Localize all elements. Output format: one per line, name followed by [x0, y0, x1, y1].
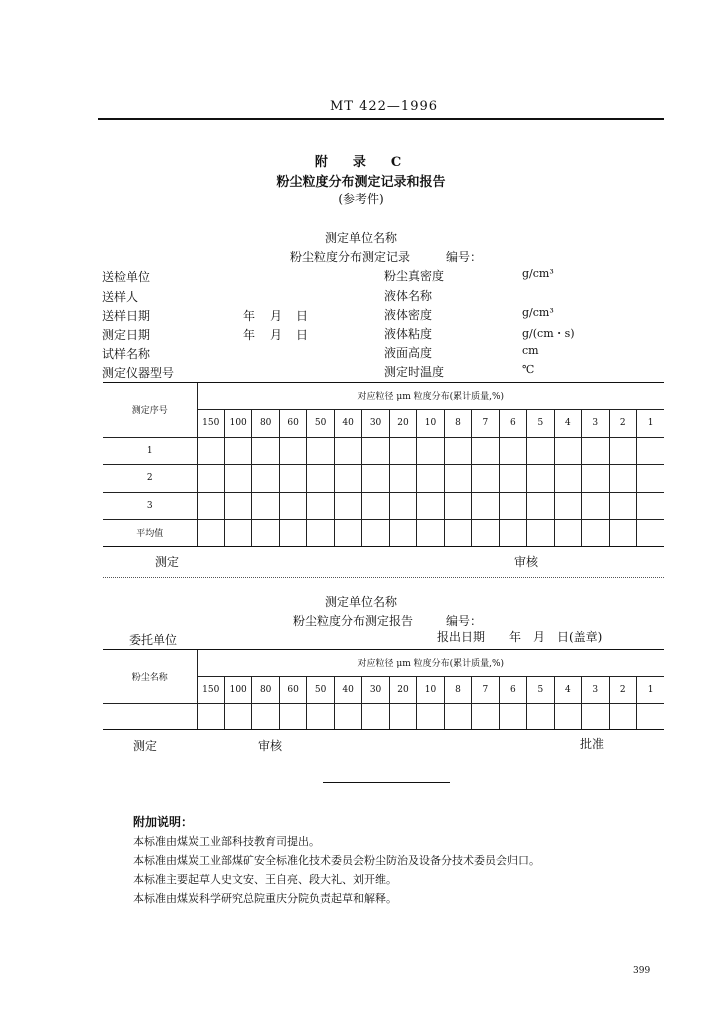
page-number: 399 [633, 966, 651, 976]
date-year: 年 [243, 328, 256, 342]
report-approve-label: 批准 [580, 737, 605, 751]
size-cell: 60 [279, 676, 306, 703]
field-liquid-viscosity: 液体粘度 [384, 327, 433, 341]
date-month: 月 [270, 309, 283, 323]
size-cell: 80 [252, 676, 279, 703]
size-cell: 8 [444, 676, 471, 703]
notes-line: 本标准主要起草人史文安、王自亮、段大礼、刘开维。 [133, 873, 397, 886]
table-row [103, 492, 664, 519]
report-number-label: 编号： [446, 614, 483, 628]
size-cell: 150 [197, 676, 224, 703]
report-table-bottom-rule [103, 729, 664, 730]
record-unit-label: 测定单位名称 [324, 231, 397, 245]
record-review-label: 审核 [514, 555, 539, 569]
notes-line: 本标准由煤炭工业部科技教育司提出。 [133, 835, 320, 848]
unit-liquid-level: cm [522, 344, 539, 357]
table-row [103, 519, 664, 546]
size-cell: 40 [334, 409, 361, 437]
report-unit-label: 测定单位名称 [324, 595, 397, 609]
field-liquid-name: 液体名称 [384, 289, 433, 303]
appendix-label: 附 录 C [314, 155, 408, 170]
record-group-header: 对应粒径 μm 粒度分布(累计质量,%) [197, 383, 664, 409]
standard-number: MT 422—1996 [330, 99, 439, 114]
size-cell: 1 [637, 676, 665, 703]
size-cell: 100 [224, 409, 251, 437]
date-day: 日 [296, 328, 309, 342]
table-row [103, 464, 664, 492]
record-number-label: 编号： [446, 250, 483, 264]
section-divider [103, 577, 664, 578]
report-row-header: 粉尘名称 [131, 672, 168, 683]
report-measure-label: 测定 [133, 739, 158, 753]
report-group-header: 对应粒径 μm 粒度分布(累计质量,%) [197, 650, 664, 676]
end-rule [323, 782, 450, 783]
size-cell: 30 [362, 409, 389, 437]
field-instrument-model: 测定仪器型号 [102, 366, 175, 380]
appendix-note: (参考件) [338, 192, 384, 206]
size-cell: 7 [472, 676, 499, 703]
report-table [103, 650, 664, 729]
table-row [103, 703, 664, 729]
size-cell: 3 [582, 676, 609, 703]
record-measure-label: 测定 [155, 555, 180, 569]
size-cell: 5 [527, 676, 554, 703]
size-cell: 8 [444, 409, 471, 437]
size-cell: 20 [389, 676, 416, 703]
field-liquid-density: 液体密度 [384, 308, 433, 322]
size-cell: 1 [637, 409, 665, 437]
report-review-label: 审核 [258, 739, 283, 753]
date-year: 年 [243, 309, 256, 323]
table-row [103, 437, 664, 464]
header-rule [98, 118, 664, 120]
date-day: 日 [296, 309, 309, 323]
size-cell: 2 [609, 409, 636, 437]
unit-true-density: g/cm³ [522, 267, 554, 280]
date-month: 月 [270, 328, 283, 342]
field-true-density: 粉尘真密度 [384, 269, 445, 283]
size-cell: 60 [279, 409, 306, 437]
record-row-header: 测定序号 [131, 406, 168, 417]
size-cell: 6 [499, 676, 526, 703]
row-label: 2 [103, 464, 197, 492]
appendix-title: 粉尘粒度分布测定记录和报告 [276, 175, 446, 190]
unit-liquid-density: g/cm³ [522, 306, 554, 319]
field-sender: 送样人 [102, 290, 139, 304]
size-cell: 3 [582, 409, 609, 437]
field-send-date: 送样日期 [102, 309, 151, 323]
row-label: 3 [103, 492, 197, 519]
report-client-label: 委托单位 [129, 633, 178, 647]
record-table [103, 383, 664, 546]
unit-test-temperature: ℃ [522, 363, 535, 376]
size-cell: 10 [417, 676, 444, 703]
size-cell: 40 [334, 676, 361, 703]
record-table-bottom-rule [103, 546, 664, 547]
size-cell: 5 [527, 409, 554, 437]
field-submitting-unit: 送检单位 [102, 270, 151, 284]
size-cell: 30 [362, 676, 389, 703]
size-cell: 2 [609, 676, 636, 703]
size-cell: 4 [554, 409, 581, 437]
record-title: 粉尘粒度分布测定记录 [290, 250, 411, 264]
size-cell: 4 [554, 676, 581, 703]
field-test-temperature: 测定时温度 [384, 365, 445, 379]
unit-liquid-viscosity: g/(cm・s) [522, 327, 575, 340]
size-cell: 20 [389, 409, 416, 437]
size-cell: 100 [224, 676, 251, 703]
row-label: 平均值 [103, 519, 197, 546]
size-cell: 10 [417, 409, 444, 437]
size-cell: 7 [472, 409, 499, 437]
report-issue-date: 报出日期 年 月 日(盖章) [437, 630, 603, 644]
size-cell: 50 [307, 676, 334, 703]
field-test-date: 测定日期 [102, 328, 151, 342]
notes-line: 本标准由煤炭科学研究总院重庆分院负责起草和解释。 [133, 892, 397, 905]
size-cell: 50 [307, 409, 334, 437]
report-title: 粉尘粒度分布测定报告 [293, 614, 414, 628]
field-sample-name: 试样名称 [102, 347, 151, 361]
size-cell: 6 [499, 409, 526, 437]
notes-line: 本标准由煤炭工业部煤矿安全标准化技术委员会粉尘防治及设备分技术委员会归口。 [133, 854, 540, 867]
field-liquid-level: 液面高度 [384, 346, 433, 360]
size-cell: 150 [197, 409, 224, 437]
row-label: 1 [103, 437, 197, 464]
size-cell: 80 [252, 409, 279, 437]
notes-title: 附加说明： [133, 815, 194, 829]
